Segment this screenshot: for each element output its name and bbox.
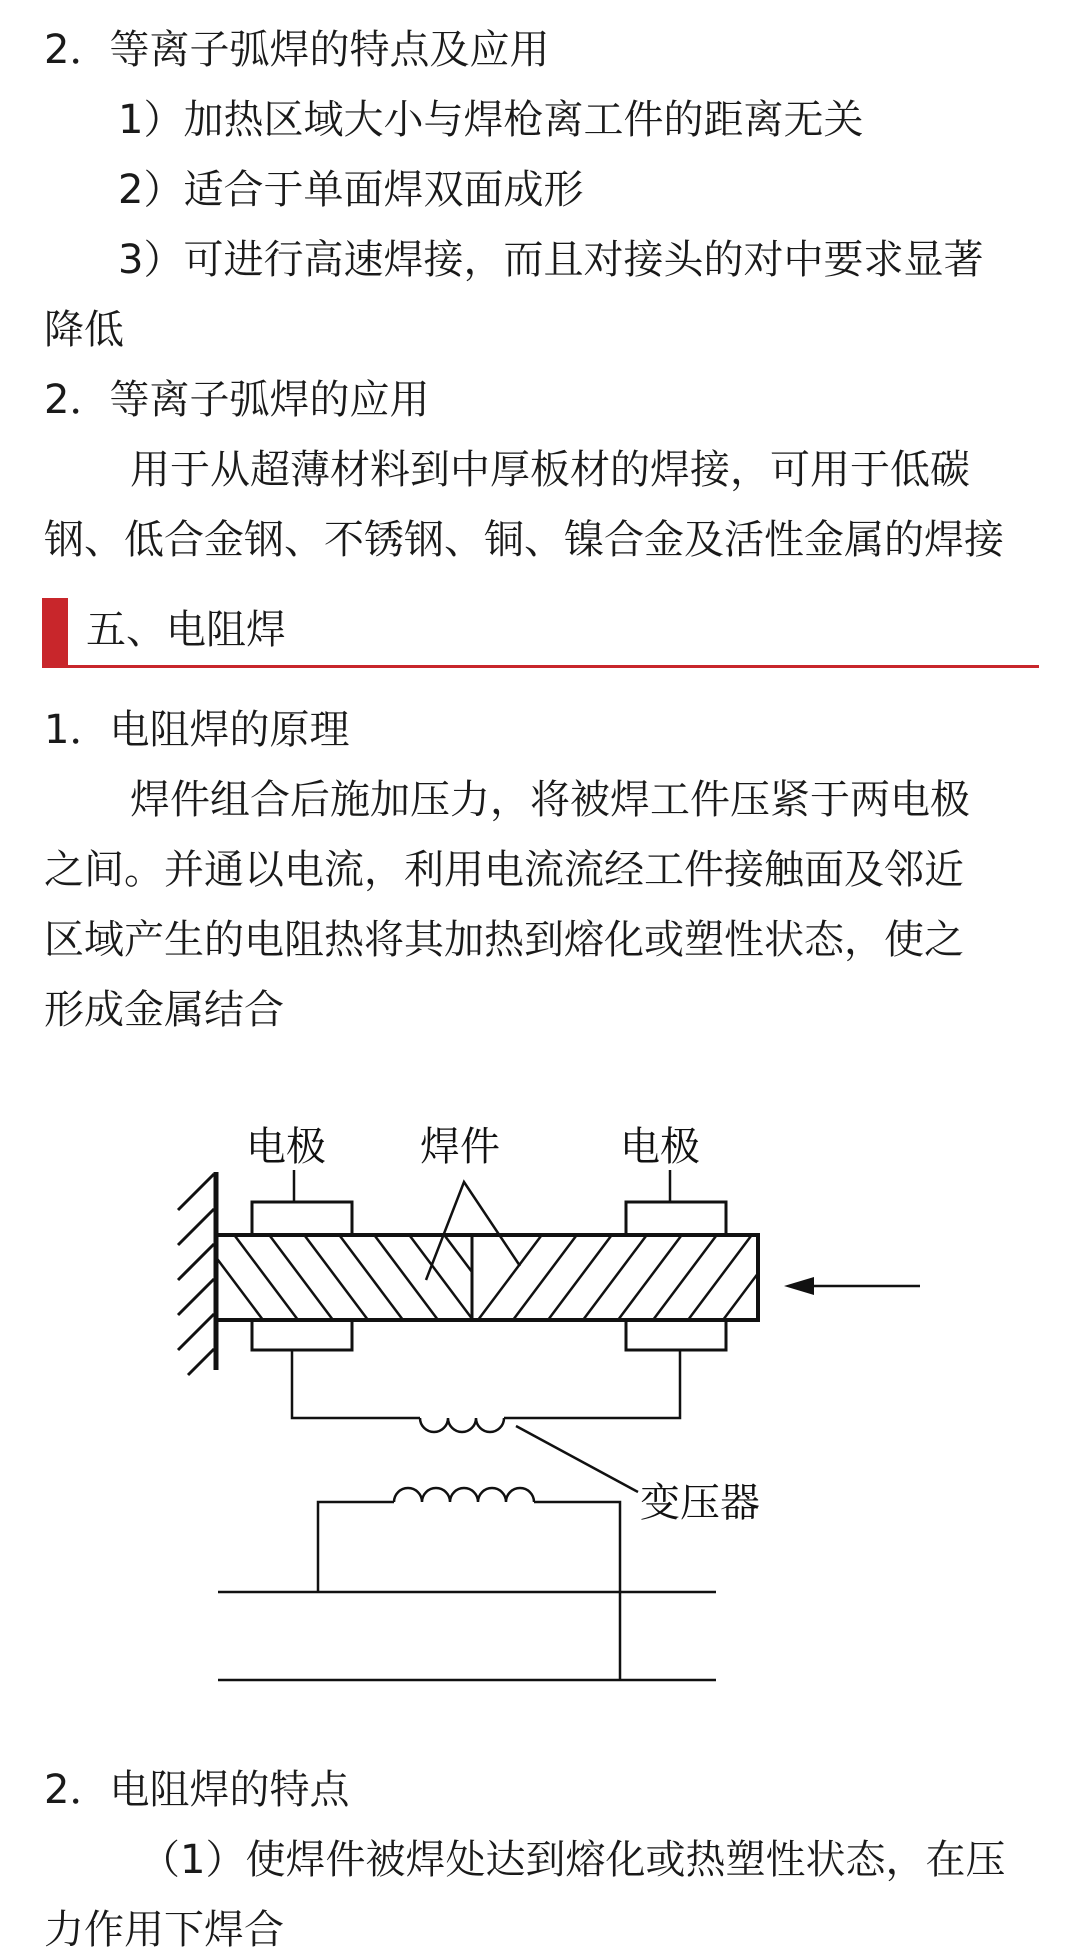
principle-para-line-4: 形成金属结合: [44, 987, 284, 1033]
label-transformer: 变压器: [640, 1480, 760, 1526]
primary-wire-left: [318, 1502, 394, 1592]
heading-features: 2．电阻焊的特点: [44, 1767, 350, 1813]
transformer-leader: [516, 1426, 638, 1492]
right-upper-electrode: [626, 1202, 726, 1235]
feature-item-3: 3）可进行高速焊接，而且对接头的对中要求显著: [118, 237, 984, 283]
features-item-1-line-1: （1）使焊件被焊处达到熔化或热塑性状态，在压: [140, 1837, 1006, 1883]
transformer-secondary-coil: [420, 1418, 504, 1432]
left-lower-electrode: [252, 1320, 352, 1350]
principle-para-line-2: 之间。并通以电流，利用电流流经工件接触面及邻近: [44, 847, 964, 893]
features-item-1-line-2: 力作用下焊合: [44, 1907, 284, 1953]
secondary-wire-right: [504, 1350, 680, 1418]
force-arrow-icon: [784, 1277, 920, 1295]
principle-para-line-1: 焊件组合后施加压力，将被焊工件压紧于两电极: [130, 777, 970, 823]
feature-item-1: 1）加热区域大小与焊枪离工件的距离无关: [118, 97, 864, 143]
secondary-wire-left: [292, 1350, 420, 1418]
heading-plasma-features: 2．等离子弧焊的特点及应用: [44, 27, 550, 73]
application-para-line-2: 钢、低合金钢、不锈钢、铜、镍合金及活性金属的焊接: [44, 517, 1004, 563]
section-accent-bar: [42, 598, 68, 666]
left-upper-electrode: [252, 1202, 352, 1235]
right-lower-electrode: [626, 1320, 726, 1350]
resistance-welding-diagram: [108, 1060, 970, 1740]
label-electrode-left: 电极: [246, 1124, 326, 1170]
workpiece-left: [173, 1200, 538, 1360]
transformer-primary-coil: [394, 1488, 534, 1502]
section-title: 五、电阻焊: [86, 607, 286, 653]
heading-principle: 1．电阻焊的原理: [44, 707, 350, 753]
feature-item-3-cont: 降低: [44, 307, 124, 353]
heading-plasma-application: 2．等离子弧焊的应用: [44, 377, 430, 423]
fixed-wall: [178, 1172, 216, 1375]
diagram-svg: [108, 1060, 970, 1740]
section-header-resistance-welding: [42, 598, 1039, 666]
label-workpiece: 焊件: [420, 1124, 500, 1170]
feature-item-2: 2）适合于单面焊双面成形: [118, 167, 584, 213]
principle-para-line-3: 区域产生的电阻热将其加热到熔化或塑性状态，使之: [44, 917, 964, 963]
section-underline: [42, 665, 1039, 668]
application-para-line-1: 用于从超薄材料到中厚板材的焊接，可用于低碳: [130, 447, 970, 493]
label-electrode-right: 电极: [620, 1124, 700, 1170]
